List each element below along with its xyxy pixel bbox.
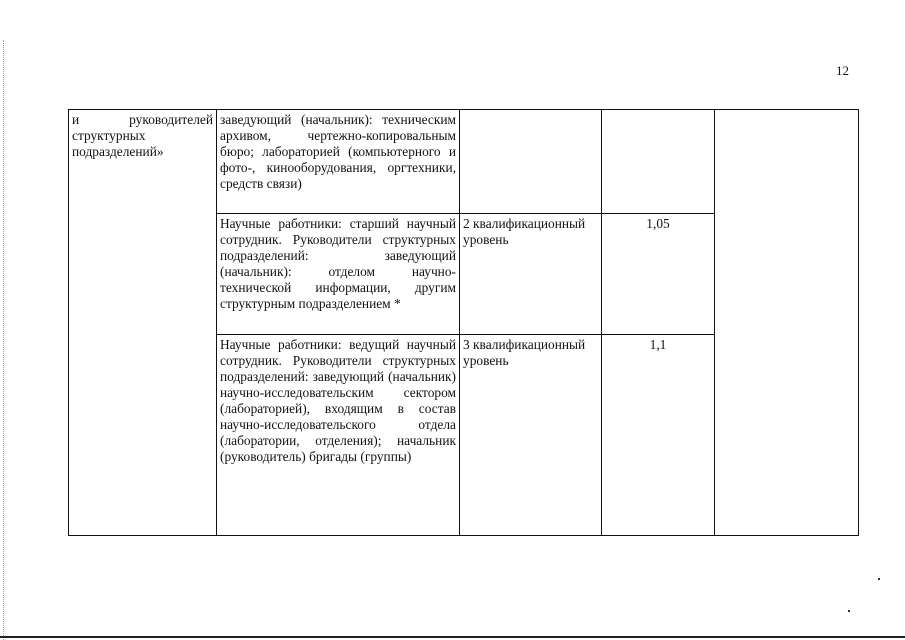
position-cell: заведующий (начальник): техническим архивом, чертежно-копировальным бюро; лабораторией (компьютерного и фото-, кинооборудования, оргтехники, средств связи) bbox=[217, 110, 460, 214]
scan-edge-dots bbox=[3, 40, 4, 640]
page-number: 12 bbox=[836, 63, 849, 78]
coefficient-cell: 1,1 bbox=[602, 335, 715, 536]
scan-speck bbox=[878, 578, 880, 580]
position-cell: Научные работники: старший научный сотрудник. Руководители структурных подразделений: заведующий (начальник): отделом научно-технической информации, другим структурным подразделением * bbox=[217, 214, 460, 335]
scan-speck bbox=[848, 610, 850, 612]
qualification-level-cell: 3 квалификационный уровень bbox=[460, 335, 602, 536]
qualification-table bbox=[68, 109, 859, 536]
position-cell: Научные работники: ведущий научный сотрудник. Руководители структурных подразделений: заведующий (начальник) научно-исследовательским сектором (лабораторией), входящим в состав научно-исследовательского отдела (лаборатории, отделения); начальник (руководитель) бригады (группы) bbox=[217, 335, 460, 536]
coefficient-cell bbox=[602, 110, 715, 214]
qualification-level-cell bbox=[460, 110, 602, 214]
coefficient-cell: 1,05 bbox=[602, 214, 715, 335]
extra-column-cell bbox=[715, 110, 859, 536]
scan-bottom-edge bbox=[0, 636, 905, 638]
qualification-level-cell: 2 квалификационный уровень bbox=[460, 214, 602, 335]
table-row bbox=[69, 110, 859, 214]
group-name-cell: и руководителей структурных подразделений» bbox=[69, 110, 217, 536]
